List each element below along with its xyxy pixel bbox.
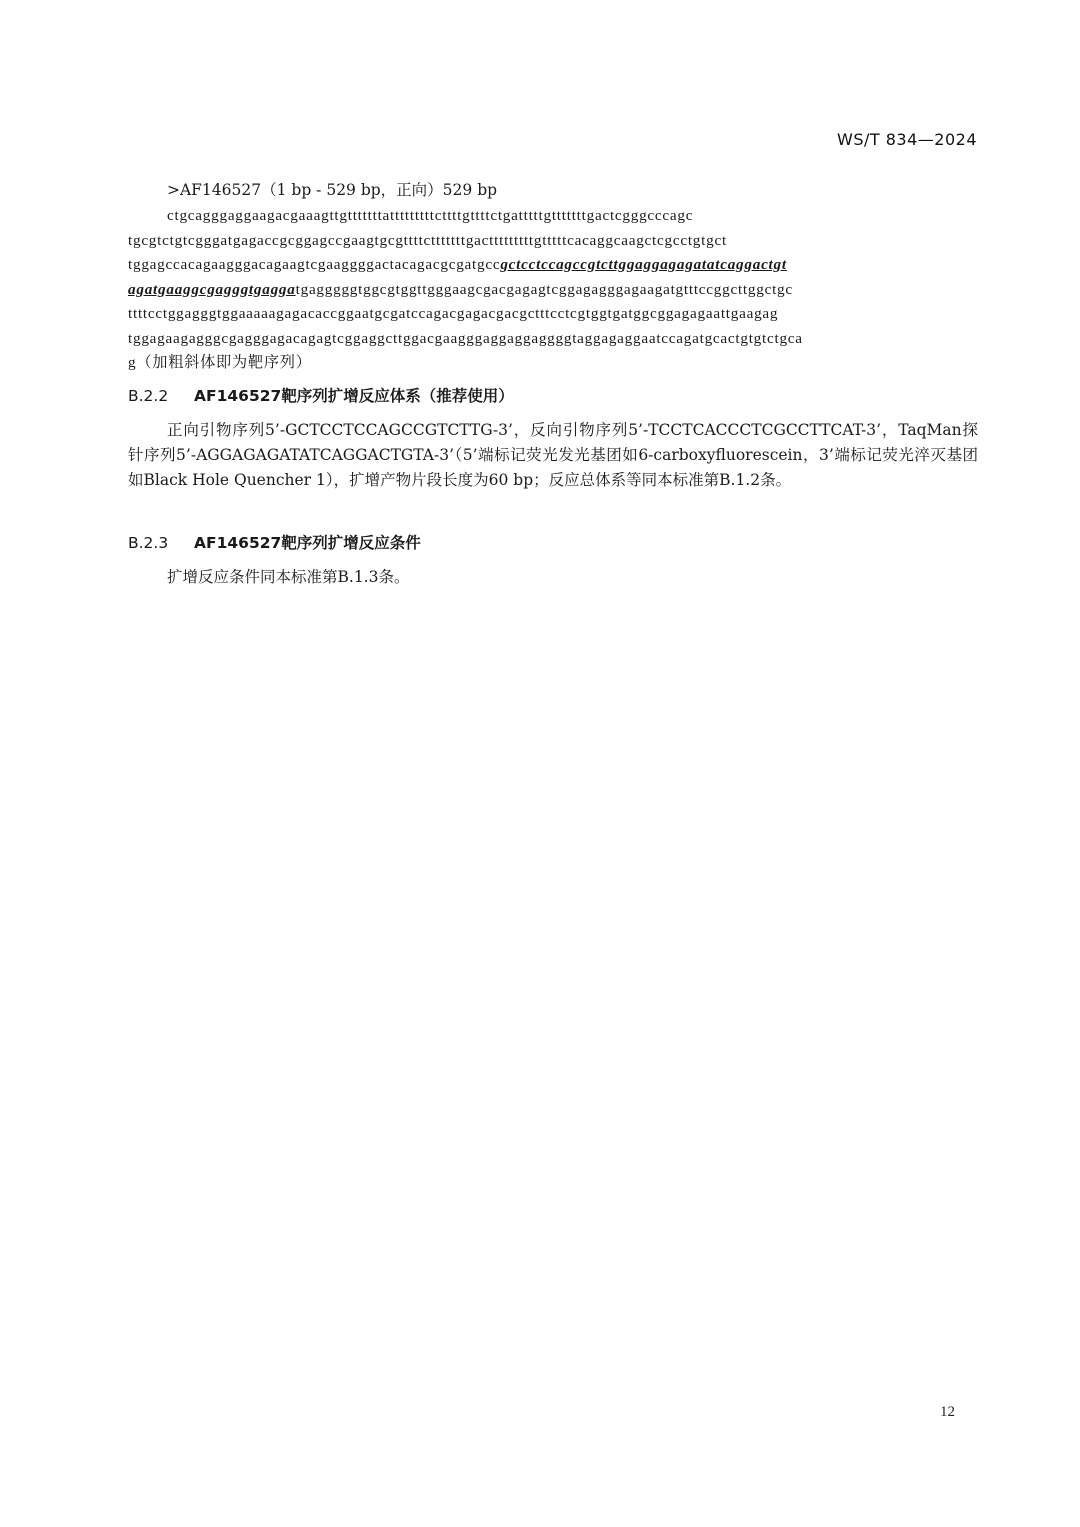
section-title: AF146527靶序列扩增反应条件 <box>194 534 421 552</box>
standard-id-header: WS/T 834—2024 <box>837 130 977 149</box>
sequence-plain-segment: tggagccacagaagggacagaagtcgaaggggactacagacgcgatgcc <box>128 256 501 273</box>
section-body-b23: 扩增反应条件同本标准第B.1.3条。 <box>167 568 410 586</box>
section-title: AF146527靶序列扩增反应体系（推荐使用） <box>194 387 514 405</box>
sequence-plain-segment: tgagggggtggcgtggttgggaagcgacgagagtcggagagggagaagatgtttccggcttggctgc <box>295 280 793 298</box>
target-sequence-segment: gctcctccagccgtcttggaggagagatatcaggactgt <box>500 256 787 273</box>
section-body-b22: 正向引物序列5’-GCTCCTCCAGCCGTCTTG-3’，反向引物序列5’-TCCTCACCCTCGCCTTCAT-3’，TaqMan探针序列5’-AGGAGAGATATCAGGACTGTA-3’（5’端标记荧光发光基团如6-carboxyfluorescein，3’端标记荧光淬灭基团如Black Hole Quencher 1），扩增产物片段长度为60 bp；反应总体系等同本标准第B.1.2条。 <box>128 421 978 489</box>
sequence-title: >AF146527（1 bp - 529 bp，正向）529 bp <box>167 181 498 199</box>
sequence-line-6: tggagaagagggcgagggagacagagtcggaggcttggacgaagggaggaggaggggtaggagaggaatccagatgcactgtgtctgca <box>128 329 803 347</box>
section-heading-b22 <box>128 384 514 406</box>
sequence-line-7: g（加粗斜体即为靶序列） <box>128 354 312 371</box>
sequence-line-1: ctgcagggaggaagacgaaagttgtttttttatttttttttcttttgttttctgatttttgtttttttgactcgggcccagc <box>167 207 694 224</box>
section-number: B.2.3 <box>128 534 169 552</box>
sequence-line-2: tgcgtctgtcgggatgagaccgcggagccgaagtgcgttttctttttttgactttttttttgtttttcacaggcaagctcgcctgtgct <box>128 231 727 249</box>
sequence-line-4 <box>128 278 976 303</box>
target-sequence-segment: agatgaaggcgagggtgagga <box>128 280 296 298</box>
sequence-line-3 <box>128 253 976 278</box>
section-heading-b23 <box>128 531 421 553</box>
section-number: B.2.2 <box>128 387 169 405</box>
sequence-block <box>128 204 976 376</box>
sequence-line-5: ttttcctggagggtggaaaaagagacaccggaatgcgatccagacgagacgacgctttcctcgtggtgatggcggagagaattgaagag <box>128 305 779 322</box>
page-number: 12 <box>940 1404 955 1420</box>
